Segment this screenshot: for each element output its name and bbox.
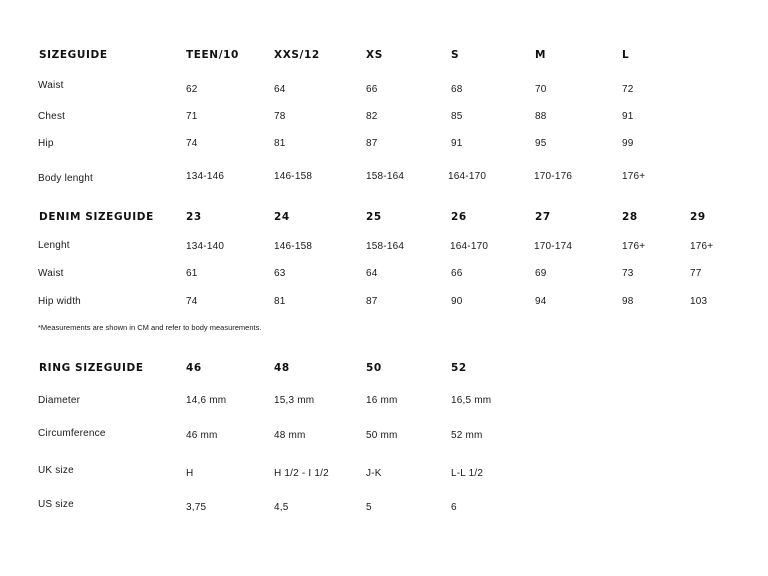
table-cell: 99	[622, 138, 634, 149]
table-cell: 134-140	[186, 241, 225, 252]
table-cell: 71	[186, 111, 198, 122]
measurement-note: *Measurements are shown in CM and refer to body measurements.	[38, 323, 262, 332]
row-label: Chest	[38, 111, 66, 122]
table-cell: 62	[186, 84, 198, 95]
ring-sizeguide-title: RING SIZEGUIDE	[39, 362, 144, 374]
row-label: Hip width	[38, 296, 81, 307]
table-cell: 90	[451, 296, 463, 307]
table-cell: 82	[366, 111, 378, 122]
table-cell: 158-164	[366, 171, 405, 182]
ring-header-48: 48	[274, 362, 290, 374]
table-cell: 50 mm	[366, 430, 398, 441]
table-cell: 176+	[622, 241, 646, 252]
table-cell: 164-170	[448, 171, 487, 182]
denim-header-27: 27	[535, 211, 551, 223]
denim-header-24: 24	[274, 211, 290, 223]
size-header-teen10: TEEN/10	[186, 49, 239, 61]
sizeguide-title: SIZEGUIDE	[39, 49, 108, 61]
table-cell: L-L 1/2	[451, 468, 484, 479]
table-cell: 14,6 mm	[186, 395, 227, 406]
denim-header-25: 25	[366, 211, 382, 223]
table-cell: 3,75	[186, 502, 207, 513]
table-cell: 98	[622, 296, 634, 307]
size-header-xs: XS	[366, 49, 383, 61]
table-cell: 85	[451, 111, 463, 122]
table-cell: 170-176	[534, 171, 573, 182]
table-cell: H 1/2 - I 1/2	[274, 468, 329, 479]
denim-header-29: 29	[690, 211, 706, 223]
table-cell: 72	[622, 84, 634, 95]
row-label: Hip	[38, 138, 54, 149]
row-label: Waist	[38, 268, 64, 279]
table-cell: 176+	[690, 241, 714, 252]
table-cell: 134-146	[186, 171, 225, 182]
size-header-s: S	[451, 49, 460, 61]
table-cell: 77	[690, 268, 702, 279]
table-cell: 52 mm	[451, 430, 483, 441]
table-cell: 95	[535, 138, 547, 149]
table-row-hip-width	[0, 295, 768, 315]
denim-header-23: 23	[186, 211, 202, 223]
table-cell: 146-158	[274, 241, 313, 252]
table-cell: 68	[451, 84, 463, 95]
table-cell: 48 mm	[274, 430, 306, 441]
row-label: Waist	[38, 80, 64, 91]
table-cell: J-K	[366, 468, 382, 479]
table-cell: 64	[366, 268, 378, 279]
denim-sizeguide-title: DENIM SIZEGUIDE	[39, 211, 154, 223]
table-cell: 16,5 mm	[451, 395, 492, 406]
ring-header-52: 52	[451, 362, 467, 374]
ring-header-row	[0, 361, 768, 381]
ring-header-50: 50	[366, 362, 382, 374]
size-header-xxs12: XXS/12	[274, 49, 320, 61]
table-cell: 16 mm	[366, 395, 398, 406]
table-cell: 6	[451, 502, 457, 513]
denim-header-26: 26	[451, 211, 467, 223]
table-cell: 170-174	[534, 241, 573, 252]
table-cell: 146-158	[274, 171, 313, 182]
row-label: UK size	[38, 465, 74, 476]
row-label: Circumference	[38, 428, 106, 439]
table-cell: 88	[535, 111, 547, 122]
table-cell: 87	[366, 296, 378, 307]
table-cell: 91	[622, 111, 634, 122]
table-cell: 15,3 mm	[274, 395, 315, 406]
row-label: US size	[38, 499, 74, 510]
table-cell: 81	[274, 296, 286, 307]
table-cell: 46 mm	[186, 430, 218, 441]
table-cell: 91	[451, 138, 463, 149]
table-cell: 78	[274, 111, 286, 122]
table-cell: 73	[622, 268, 634, 279]
table-cell: 103	[690, 296, 708, 307]
table-cell: 87	[366, 138, 378, 149]
denim-header-row	[0, 210, 768, 230]
table-cell: 64	[274, 84, 286, 95]
table-cell: 81	[274, 138, 286, 149]
sizeguide-header-row	[0, 48, 768, 68]
table-cell: 164-170	[450, 241, 489, 252]
table-cell: 61	[186, 268, 198, 279]
row-label: Lenght	[38, 240, 70, 251]
table-cell: 69	[535, 268, 547, 279]
table-cell: 94	[535, 296, 547, 307]
ring-header-46: 46	[186, 362, 202, 374]
table-cell: 66	[451, 268, 463, 279]
table-cell: 176+	[622, 171, 646, 182]
row-label: Body lenght	[38, 173, 94, 184]
table-cell: 5	[366, 502, 372, 513]
table-cell: 74	[186, 296, 198, 307]
table-row-chest	[0, 110, 768, 130]
table-cell: 63	[274, 268, 286, 279]
denim-header-28: 28	[622, 211, 638, 223]
table-cell: 4,5	[274, 502, 289, 513]
table-row-denim-waist	[0, 267, 768, 287]
table-cell: H	[186, 468, 194, 479]
table-cell: 66	[366, 84, 378, 95]
table-cell: 158-164	[366, 241, 405, 252]
size-header-l: L	[622, 49, 630, 61]
table-row-diameter	[0, 394, 768, 414]
table-cell: 70	[535, 84, 547, 95]
size-header-m: M	[535, 49, 547, 61]
table-cell: 74	[186, 138, 198, 149]
row-label: Diameter	[38, 395, 81, 406]
table-row-hip	[0, 137, 768, 157]
